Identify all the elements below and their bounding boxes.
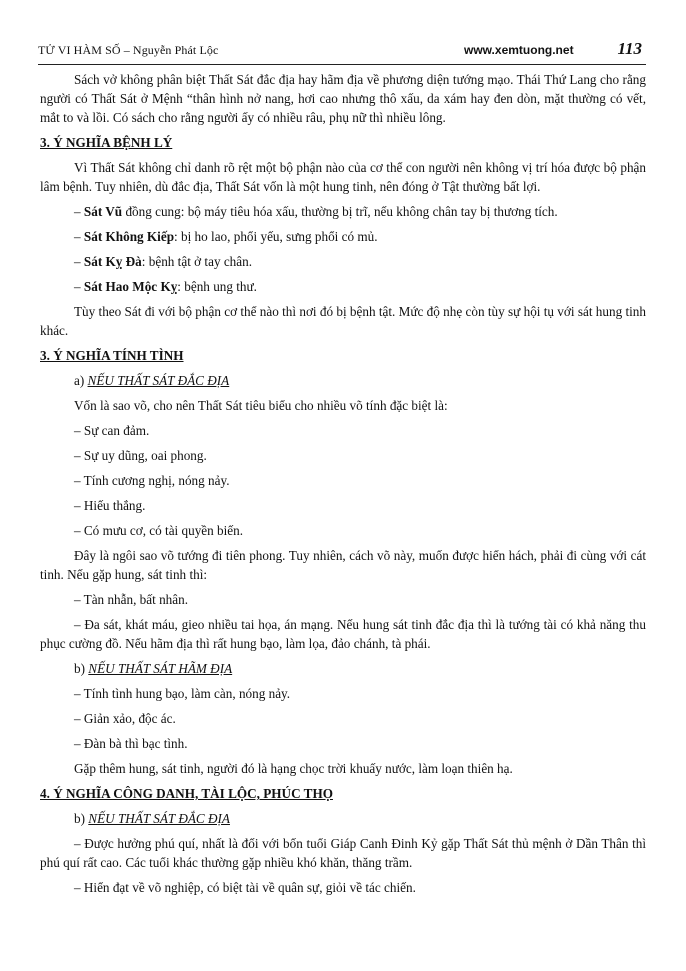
list-item: – Sự can đảm.: [74, 423, 150, 438]
subheading-favorable-career: b) NẾU THẤT SÁT ĐẮC ĐỊA: [74, 811, 230, 826]
document-body: [40, 70, 646, 897]
list-item: – Đa sát, khát máu, gieo nhiều tai họa, án mạng. Nếu hung sát tinh đắc địa thì là tướng tài có khả năng thu phục cường đồ. Nếu hãm địa thì rất hung bạo, làm lọa, đảo chánh, tà phái.: [40, 617, 646, 651]
section-heading-career: 4. Ý NGHĨA CÔNG DANH, TÀI LỘC, PHÚC THỌ: [40, 786, 333, 801]
paragraph-disorder: Gặp thêm hung, sát tinh, người đó là hạng chọc trời khuấy nước, làm loạn thiên hạ.: [74, 761, 513, 776]
subheading-favorable: a) NẾU THẤT SÁT ĐẮC ĐỊA: [74, 373, 230, 388]
page-header: [38, 40, 646, 65]
list-item: – Sự uy dũng, oai phong.: [74, 448, 207, 463]
page-number: 113: [617, 39, 642, 58]
list-item: – Sát Không Kiếp: bị ho lao, phổi yếu, sưng phổi có mủ.: [74, 229, 378, 244]
list-item: – Sát Vũ đồng cung: bộ máy tiêu hóa xấu, thường bị trĩ, nếu không chân tay bị thương tích.: [74, 204, 558, 219]
section-heading-character: 3. Ý NGHĨA TÍNH TÌNH: [40, 348, 184, 363]
list-item: – Sát Hao Mộc Kỵ: bệnh ung thư.: [74, 279, 257, 294]
paragraph-general: Đây là ngôi sao võ tướng đi tiên phong. Tuy nhiên, cách võ này, muốn được hiển hách, phải đi cùng với cát tinh. Nếu gặp hung, sát tinh thì:: [40, 548, 646, 582]
list-item: – Hiếu thắng.: [74, 498, 146, 513]
list-item: – Có mưu cơ, có tài quyền biến.: [74, 523, 244, 538]
list-item: – Đàn bà thì bạc tình.: [74, 736, 188, 751]
website-link[interactable]: www.xemtuong.net: [464, 43, 574, 57]
paragraph-illness-intro: Vì Thất Sát không chỉ danh rõ rệt một bộ phận nào của cơ thể con người nên không vị trí hóa được bộ phận lâm bệnh. Tuy nhiên, dù đắc địa, Thất Sát vốn là một hung tinh, nên đóng ở Tật thường bất lợi.: [40, 160, 646, 194]
list-item: – Được hưởng phú quí, nhất là đối với bốn tuổi Giáp Canh Đinh Kỷ gặp Thất Sát thủ mệnh ở Dần Thân thì phú quí rất cao. Các tuổi khác thường gặp nhiều khó khăn, thăng trầm.: [40, 836, 646, 870]
section-heading-illness: 3. Ý NGHĨA BỆNH LÝ: [40, 135, 173, 150]
paragraph-appearance: Sách vở không phân biệt Thất Sát đắc địa hay hãm địa về phương diện tướng mạo. Thái Thứ Lang cho rằng người có Thất Sát ở Mệnh “thân hình nở nang, hơi cao nhưng thô xấu, da xám hay đen dòn, mặt thường có vết, mắt to và lồi. Có sách cho rằng người ấy có nhiều râu, phụ nữ thì nhiều lông.: [40, 72, 646, 125]
list-item: – Hiển đạt về võ nghiệp, có biệt tài về quân sự, giỏi về tác chiến.: [74, 880, 416, 895]
list-item: – Tính tình hung bạo, làm càn, nóng nảy.: [74, 686, 291, 701]
running-title: TỬ VI HÀM SỐ – Nguyễn Phát Lộc: [38, 43, 219, 57]
list-item: – Sát Kỵ Đà: bệnh tật ở tay chân.: [74, 254, 253, 269]
paragraph-traits-intro: Vốn là sao võ, cho nên Thất Sát tiêu biểu cho nhiều võ tính đặc biệt là:: [74, 398, 448, 413]
list-item: – Tính cương nghị, nóng nảy.: [74, 473, 230, 488]
subheading-unfavorable: b) NẾU THẤT SÁT HÃM ĐỊA: [74, 661, 233, 676]
paragraph-illness-note: Tùy theo Sát đi với bộ phận cơ thể nào thì nơi đó bị bệnh tật. Mức độ nhẹ còn tùy sự hội tụ với sát hung tinh khác.: [40, 304, 646, 338]
list-item: – Giản xảo, độc ác.: [74, 711, 176, 726]
list-item: – Tàn nhẫn, bất nhân.: [74, 592, 189, 607]
